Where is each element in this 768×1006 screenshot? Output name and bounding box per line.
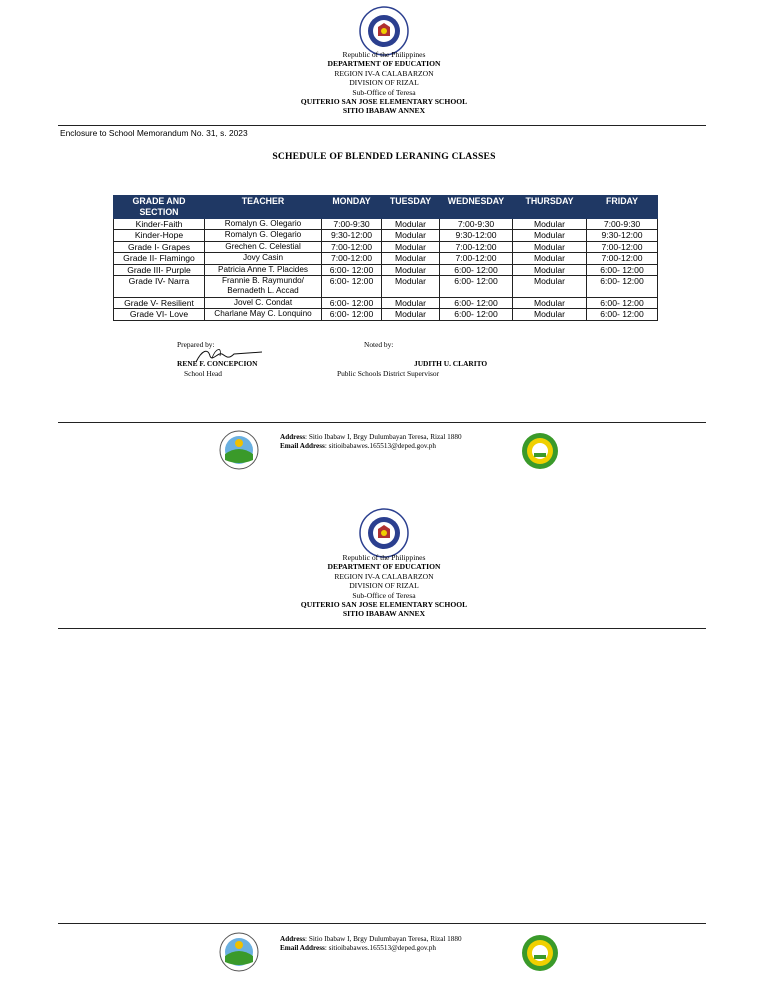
cell-wednesday: 7:00-12:00 [440, 253, 513, 264]
cell-monday: 7:00-12:00 [322, 241, 382, 252]
cell-wednesday: 6:00- 12:00 [440, 264, 513, 275]
schedule-table [113, 195, 658, 321]
cell-friday: 7:00-12:00 [587, 253, 658, 264]
cell-section: Kinder-Faith [114, 219, 205, 230]
header-school: QUITERIO SAN JOSE ELEMENTARY SCHOOL [300, 97, 468, 107]
cell-section: Grade I- Grapes [114, 241, 205, 252]
cell-monday: 7:00-9:30 [322, 219, 382, 230]
table-header-row [114, 196, 658, 219]
cell-monday: 9:30-12:00 [322, 230, 382, 241]
address-value: : Sitio Ibabaw I, Brgy Dulumbayan Teresa, Rizal 1880 [305, 433, 462, 441]
cell-teacher: Charlane May C. Lonquino [205, 309, 322, 320]
cell-teacher: Grechen C. Celestial [205, 241, 322, 252]
header-republic: Republic of the Philippines [342, 50, 426, 59]
cell-tuesday: Modular [382, 264, 440, 275]
prepared-by-label: Prepared by: [177, 340, 215, 349]
noted-by-name: JUDITH U. CLARITO [414, 359, 488, 368]
cell-thursday: Modular [513, 230, 587, 241]
division-logo-icon [521, 934, 559, 972]
email-value: : sitioibabawes.165513@deped.gov.ph [324, 442, 436, 451]
noted-by-label: Noted by: [364, 340, 394, 349]
cell-section: Grade III- Purple [114, 264, 205, 275]
cell-thursday: Modular [513, 264, 587, 275]
schedule-title: SCHEDULE OF BLENDED LERANING CLASSES [272, 151, 496, 162]
cell-teacher: Patricia Anne T. Placides [205, 264, 322, 275]
cell-section: Grade VI- Love [114, 309, 205, 320]
cell-thursday: Modular [513, 276, 587, 298]
cell-tuesday: Modular [382, 241, 440, 252]
col-header-friday: FRIDAY [587, 196, 658, 219]
table-row [114, 276, 658, 298]
noted-by-title: Public Schools District Supervisor [337, 369, 440, 378]
address-label: Address [280, 433, 306, 441]
school-logo-icon [219, 430, 259, 470]
cell-tuesday: Modular [382, 297, 440, 308]
header-divider [58, 125, 706, 126]
cell-thursday: Modular [513, 253, 587, 264]
table-row [114, 297, 658, 308]
cell-teacher: Jovy Casin [205, 253, 322, 264]
col-header-wednesday: WEDNESDAY [440, 196, 513, 219]
email-value: : sitioibabawes.165513@deped.gov.ph [324, 944, 436, 953]
deped-seal-page2 [359, 508, 409, 558]
cell-friday: 7:00-12:00 [587, 241, 658, 252]
cell-thursday: Modular [513, 219, 587, 230]
address-label: Address [280, 935, 306, 943]
cell-monday: 7:00-12:00 [322, 253, 382, 264]
school-logo-icon [219, 932, 259, 972]
cell-friday: 6:00- 12:00 [587, 309, 658, 320]
cell-wednesday: 7:00-9:30 [440, 219, 513, 230]
cell-tuesday: Modular [382, 253, 440, 264]
table-row [114, 253, 658, 264]
cell-tuesday: Modular [382, 309, 440, 320]
cell-wednesday: 6:00- 12:00 [440, 297, 513, 308]
header-annex: SITIO IBABAW ANNEX [342, 106, 426, 116]
cell-teacher: Jovel C. Condat [205, 297, 322, 308]
deped-seal-top [359, 6, 409, 56]
cell-thursday: Modular [513, 241, 587, 252]
cell-friday: 6:00- 12:00 [587, 276, 658, 298]
col-header-teacher: TEACHER [205, 196, 322, 219]
col-header-tuesday: TUESDAY [382, 196, 440, 219]
header-republic: Republic of the Philippines [342, 553, 426, 562]
col-header-grade: GRADE AND SECTION [114, 196, 205, 219]
header-annex: SITIO IBABAW ANNEX [342, 609, 426, 619]
cell-friday: 6:00- 12:00 [587, 297, 658, 308]
footer-divider [58, 422, 706, 423]
cell-wednesday: 7:00-12:00 [440, 241, 513, 252]
cell-section: Kinder-Hope [114, 230, 205, 241]
cell-wednesday: 6:00- 12:00 [440, 309, 513, 320]
address-value: : Sitio Ibabaw I, Brgy Dulumbayan Teresa, Rizal 1880 [305, 935, 462, 943]
header-department: DEPARTMENT OF EDUCATION [327, 562, 441, 572]
table-row [114, 309, 658, 320]
cell-section: Grade II- Flamingo [114, 253, 205, 264]
cell-section: Grade IV- Narra [114, 276, 205, 298]
cell-friday: 9:30-12:00 [587, 230, 658, 241]
col-header-thursday: THURSDAY [513, 196, 587, 219]
cell-wednesday: 9:30-12:00 [440, 230, 513, 241]
prepared-by-name: RENE F. CONCEPCION [177, 359, 258, 368]
footer-divider [58, 923, 706, 924]
header-suboffice: Sub-Office of Teresa [352, 87, 416, 97]
email-label: Email Address [280, 442, 325, 451]
cell-thursday: Modular [513, 309, 587, 320]
header-region: REGION IV-A CALABARZON [334, 68, 434, 78]
cell-friday: 7:00-9:30 [587, 219, 658, 230]
cell-tuesday: Modular [382, 276, 440, 298]
cell-monday: 6:00- 12:00 [322, 297, 382, 308]
cell-teacher: Frannie B. Raymundo/ Bernadeth L. Accad [205, 276, 322, 298]
cell-teacher: Romalyn G. Olegario [205, 219, 322, 230]
header-school: QUITERIO SAN JOSE ELEMENTARY SCHOOL [300, 600, 468, 610]
table-row [114, 241, 658, 252]
cell-section: Grade V- Resilient [114, 297, 205, 308]
header-division: DIVISION OF RIZAL [349, 78, 419, 88]
header-department: DEPARTMENT OF EDUCATION [327, 59, 441, 69]
header-division: DIVISION OF RIZAL [349, 581, 419, 591]
header-suboffice: Sub-Office of Teresa [352, 590, 416, 600]
enclosure-note: Enclosure to School Memorandum No. 31, s. 2023 [60, 128, 248, 138]
table-row [114, 230, 658, 241]
header-region: REGION IV-A CALABARZON [334, 571, 434, 581]
footer-address [280, 935, 462, 953]
cell-thursday: Modular [513, 297, 587, 308]
cell-wednesday: 6:00- 12:00 [440, 276, 513, 298]
division-logo-icon [521, 432, 559, 470]
cell-tuesday: Modular [382, 219, 440, 230]
header-divider [58, 628, 706, 629]
cell-monday: 6:00- 12:00 [322, 264, 382, 275]
email-label: Email Address [280, 944, 325, 953]
col-header-monday: MONDAY [322, 196, 382, 219]
cell-monday: 6:00- 12:00 [322, 276, 382, 298]
footer-address [280, 433, 462, 451]
table-row [114, 219, 658, 230]
cell-tuesday: Modular [382, 230, 440, 241]
cell-friday: 6:00- 12:00 [587, 264, 658, 275]
table-row [114, 264, 658, 275]
cell-monday: 6:00- 12:00 [322, 309, 382, 320]
prepared-by-title: School Head [184, 369, 222, 378]
cell-teacher: Romalyn G. Olegario [205, 230, 322, 241]
